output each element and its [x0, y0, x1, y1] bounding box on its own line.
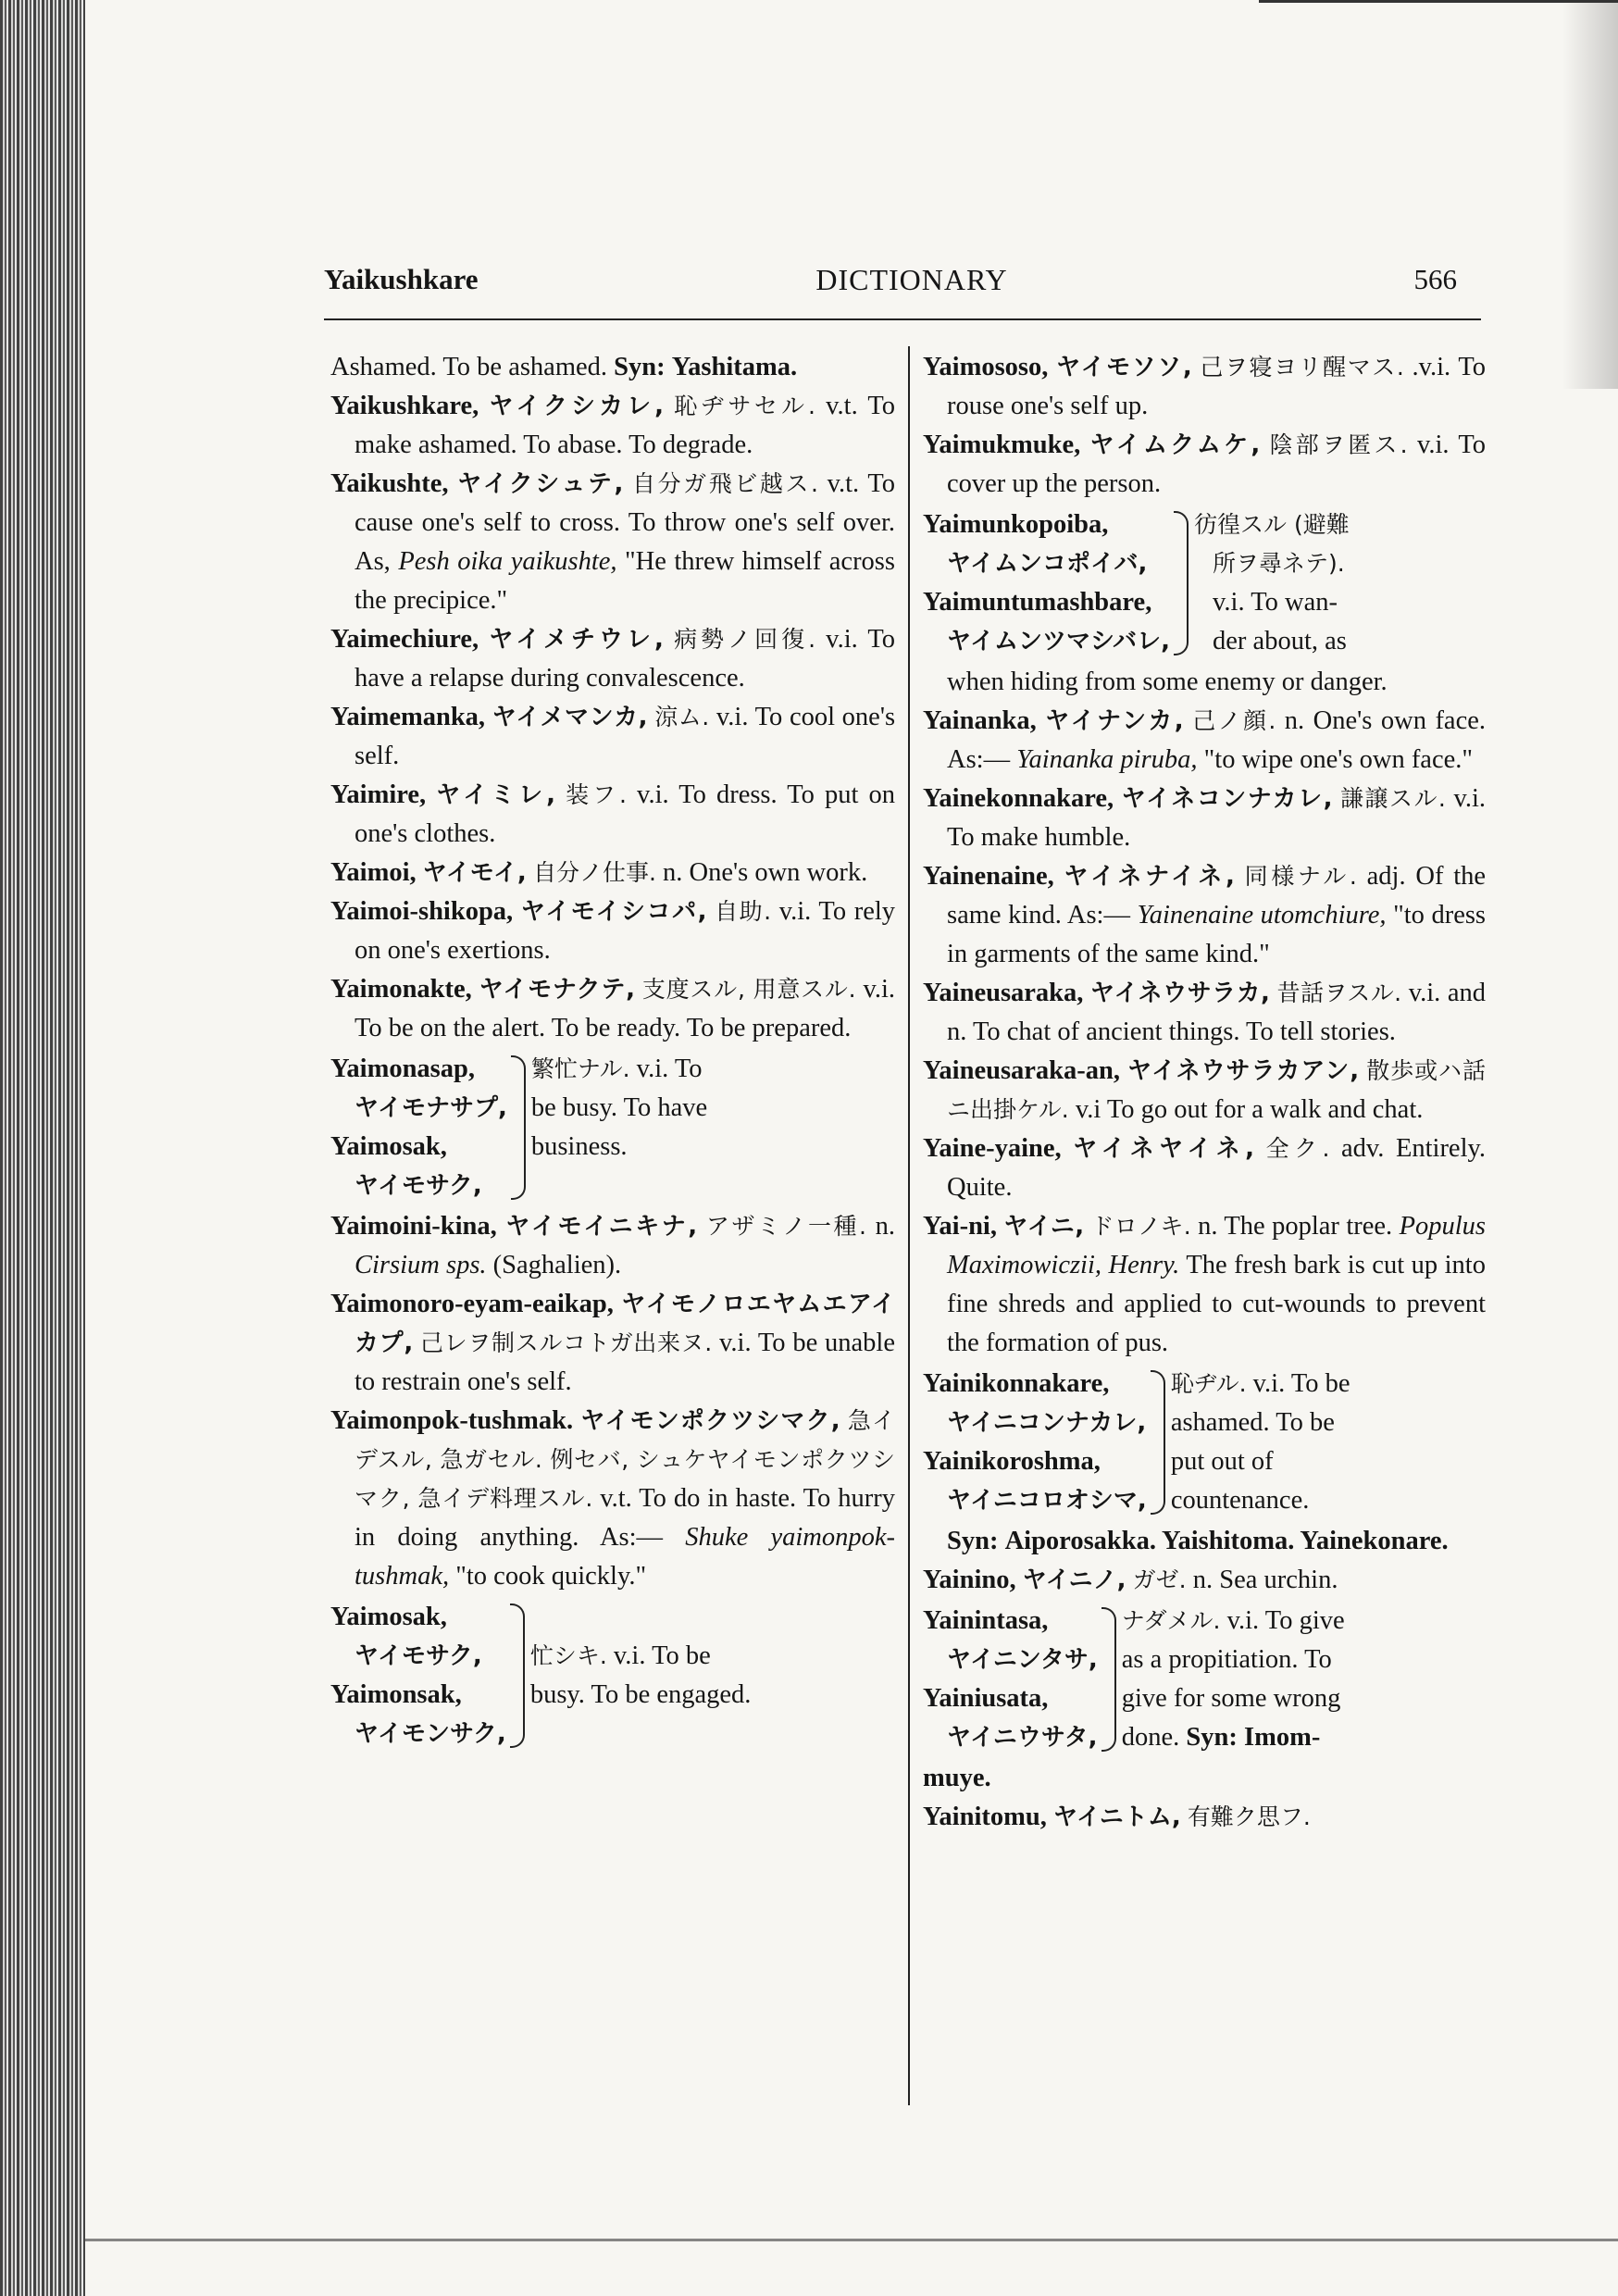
entry-definition: v.i. To be on the alert. To be ready. To be prepared. — [355, 975, 896, 1042]
entry-definition: v.i. To — [636, 1054, 703, 1083]
entry-katakana: ヤイモソソ, — [1056, 354, 1192, 381]
entry-katakana: ヤイニトム, — [1052, 1803, 1181, 1831]
entry-definition: n. Sea urchin. — [1192, 1566, 1338, 1594]
entry-japanese-gloss: 有難ク思フ. — [1187, 1803, 1311, 1830]
entry-katakana: ヤイネナイネ, — [1064, 863, 1235, 891]
entry-katakana: ヤイムクムケ, — [1089, 431, 1261, 459]
synonym: muye. — [923, 1764, 991, 1792]
column-divider — [908, 346, 910, 2105]
entry-definition: done. — [1121, 1723, 1180, 1752]
entry-headword: Yaimosak, — [330, 1132, 447, 1161]
entry-definition: v.i. and n. To chat of ancient things. To tell stories. — [947, 979, 1487, 1046]
entry-japanese-gloss: 彷徨スル (避難 — [1194, 511, 1350, 538]
entry-headword: Yaimonakte, — [330, 975, 472, 1004]
entry-headword: Yainanka, — [923, 706, 1037, 735]
entry-katakana: ヤイニ, — [1003, 1213, 1085, 1241]
entry-definition: v.i. To cool one's self. — [355, 703, 896, 770]
entry-japanese-gloss: 己ノ顔. — [1192, 707, 1276, 734]
dictionary-entry — [330, 620, 895, 698]
synonym-continued — [923, 1759, 1486, 1798]
book-binding-edge — [0, 0, 85, 2296]
grouped-entry — [330, 1050, 895, 1205]
grouped-headwords — [330, 1050, 507, 1205]
entry-katakana: ヤイモナサプ, — [355, 1094, 507, 1122]
entry-japanese-gloss: 己ヲ寝ヨリ醒マス. — [1200, 354, 1404, 381]
entry-headword: Yaimire, — [330, 780, 427, 809]
dictionary-entry — [923, 1207, 1486, 1363]
grouped-definition — [1122, 1602, 1486, 1757]
entry-japanese-gloss: 恥ヂル. — [1170, 1370, 1247, 1397]
entry-headword: Yaineusaraka, — [923, 979, 1084, 1007]
entry-katakana: ヤイニコロオシマ, — [947, 1487, 1147, 1515]
entry-katakana: ヤイミレ, — [436, 781, 555, 809]
entry-katakana: ヤイモイニキナ, — [505, 1213, 698, 1241]
grouped-headwords — [330, 1598, 506, 1753]
entry-japanese-gloss: 繁忙ナル. — [530, 1055, 630, 1082]
grouped-entry — [330, 1598, 895, 1753]
entry-headword: Yaimoi, — [330, 858, 417, 887]
entry-katakana: ヤイモサク, — [355, 1642, 482, 1670]
entry-katakana: ヤイクシュテ, — [457, 470, 624, 498]
grouped-entry — [923, 505, 1486, 661]
entry-japanese-gloss: 全ク. — [1265, 1135, 1330, 1162]
entry-example-translation: "He threw himself across the precipice." — [355, 547, 895, 615]
entry-katakana: ヤイモナクテ, — [479, 976, 636, 1004]
entry-japanese-gloss: 自分ガ飛ビ越ス. — [632, 470, 818, 497]
entry-japanese-gloss: ナダメル. — [1121, 1607, 1221, 1634]
entry-definition: v.i. To give — [1226, 1606, 1345, 1635]
page-edge-shadow — [1562, 0, 1618, 389]
entry-definition-continued: when hiding from some enemy or danger. — [947, 668, 1388, 696]
entry-example: Yainenaine utomchiure, — [1137, 901, 1387, 930]
dictionary-entry — [330, 1402, 895, 1596]
entry-definition: v.i To go out for a walk and chat. — [1075, 1095, 1424, 1124]
entry-katakana: ヤイメマンカ, — [492, 704, 648, 731]
entry-katakana: ヤイネヤイネ, — [1073, 1135, 1255, 1163]
entry-katakana: ヤイムンコポイバ, — [947, 550, 1148, 578]
entry-katakana: ヤイネウサラカアン, — [1127, 1057, 1360, 1085]
synonym-line — [923, 1522, 1486, 1561]
entry-japanese-gloss: 急イデスル, 急ガセル. 例セバ, シュケヤイモンポクツシマク, 急イデ料理スル. — [355, 1407, 895, 1512]
entry-headword: Yainikoroshma, — [923, 1447, 1101, 1476]
entry-scientific-name: Populus Maximowiczii, Henry. — [947, 1212, 1486, 1279]
entry-katakana: ヤイモンサク, — [355, 1720, 506, 1748]
synonym: Imom- — [1244, 1723, 1321, 1752]
entry-headword: Yaimoi-shikopa, — [330, 897, 514, 926]
entry-definition: Ashamed. To be ashamed. — [330, 353, 608, 381]
entry-definition: v.i. To dress. To put on one's clothes. — [355, 780, 895, 848]
dictionary-entry — [923, 1561, 1486, 1600]
entry-japanese-gloss: ガゼ. — [1132, 1566, 1187, 1593]
entry-definition: v.i. To wan- — [1213, 588, 1338, 617]
entry-example-translation: "to cook quickly." — [455, 1562, 647, 1591]
curly-brace — [1174, 511, 1189, 655]
entry-headword: Yainintasa, — [923, 1606, 1049, 1635]
entry-definition: .v.i. To rouse one's self up. — [947, 353, 1487, 420]
entry-scientific-name: Cirsium sps. — [355, 1251, 487, 1279]
dictionary-entry — [923, 702, 1486, 780]
entry-headword: Yaineusaraka-an, — [923, 1056, 1120, 1085]
entry-example-translation: "to dress in garments of the same kind." — [947, 901, 1487, 968]
entry-headword: Yaimonoro-eyam-eaikap, — [330, 1290, 614, 1318]
dictionary-entry — [330, 1207, 895, 1285]
entry-headword: Yaimososo, — [923, 353, 1049, 381]
entry-definition: busy. To be engaged. — [529, 1680, 752, 1709]
entry-definition: The fresh bark is cut up into fine shreds and applied to cut-wounds to prevent the formation of pus. — [947, 1251, 1486, 1357]
dictionary-entry — [923, 1052, 1486, 1129]
entry-japanese-gloss: アザミノ一種. — [705, 1213, 866, 1240]
entry-definition: n. One's own face. As:— — [947, 706, 1487, 774]
entry-definition: adj. Of the same kind. As:— — [947, 862, 1487, 930]
dictionary-entry — [330, 892, 895, 970]
entry-definition: v.i. To make humble. — [947, 784, 1487, 852]
entry-katakana: ヤイムンツマシバレ, — [947, 628, 1171, 655]
grouped-definition — [531, 1050, 895, 1205]
entry-definition: v.t. To cause one's self to cross. To throw one's self over. As, — [355, 469, 895, 576]
curly-brace — [510, 1603, 525, 1748]
entry-headword: Yai-ni, — [923, 1212, 997, 1241]
entry-definition: countenance. — [1170, 1486, 1310, 1515]
entry-definition: give for some wrong — [1121, 1684, 1341, 1713]
entry-katakana: ヤイナンカ, — [1045, 707, 1184, 735]
entry-definition: adv. Entirely. Quite. — [947, 1134, 1487, 1202]
dictionary-entry — [923, 1129, 1486, 1207]
entry-katakana: ヤイモサク, — [355, 1172, 482, 1200]
entry-katakana: ヤイメチウレ, — [489, 626, 664, 654]
grouped-definition — [1171, 1365, 1486, 1520]
entry-definition: v.i. To be — [613, 1641, 711, 1670]
dictionary-entry — [923, 348, 1486, 426]
entry-headword: Yaimoini-kina, — [330, 1212, 497, 1241]
entry-example: Yainanka piruba, — [1016, 745, 1198, 774]
entry-japanese-gloss: 陰部ヲ匿ス. — [1269, 431, 1408, 458]
entry-katakana: ヤイモノロエヤムエアイカプ, — [355, 1291, 895, 1357]
entry-definition: v.i. To be — [1252, 1369, 1350, 1398]
entry-headword: Yaikushkare, — [330, 392, 479, 420]
entry-definition: (Saghalien). — [492, 1251, 622, 1279]
dictionary-entry — [330, 698, 895, 776]
entry-definition: v.i. To have a relapse during convalescence. — [355, 625, 896, 693]
entry-katakana: ヤイモンポクツシマク, — [580, 1407, 840, 1435]
dictionary-entry-continued — [330, 348, 895, 387]
entry-definition: put out of — [1170, 1447, 1274, 1476]
entry-definition: business. — [530, 1132, 628, 1161]
grouped-definition — [1194, 505, 1486, 661]
entry-headword: Yaimechiure, — [330, 625, 479, 654]
grouped-entry — [923, 1365, 1486, 1520]
entry-definition: der about, as — [1213, 627, 1347, 655]
left-column — [330, 348, 895, 1755]
entry-headword: Yaimonpok-tushmak. — [330, 1406, 574, 1435]
entry-japanese-gloss: 散歩或ハ話ニ出掛ケル. — [947, 1057, 1487, 1123]
entry-headword: Yaimunkopoiba, — [923, 510, 1109, 539]
entry-katakana: ヤイネウサラカ, — [1090, 980, 1270, 1007]
entry-japanese-gloss: 己レヲ制スルコトガ出来ヌ. — [420, 1329, 713, 1356]
grouped-definition — [530, 1598, 895, 1753]
entry-example: Shuke yaimonpok-tushmak, — [355, 1523, 895, 1591]
dictionary-entry — [923, 780, 1486, 857]
entry-definition: v.i. To rely on one's exertions. — [355, 897, 896, 965]
running-head-guide-word: Yaikushkare — [324, 263, 479, 295]
entry-headword: Yaimukmuke, — [923, 430, 1081, 459]
dictionary-entry — [923, 857, 1486, 974]
running-head — [324, 263, 1500, 304]
entry-definition: be busy. To have — [530, 1093, 708, 1122]
entry-japanese-gloss: 自分ノ仕事. — [532, 859, 656, 886]
entry-headword: Yainikonnakare, — [923, 1369, 1110, 1398]
entry-definition: n. The poplar tree. — [1198, 1212, 1393, 1241]
entry-japanese-gloss: 忙シキ. — [529, 1642, 607, 1669]
grouped-headwords — [923, 1365, 1147, 1520]
entry-japanese-gloss: 謙譲スル. — [1340, 785, 1446, 812]
entry-headword: Yainino, — [923, 1566, 1016, 1594]
entry-headword: Yaimonsak, — [330, 1680, 462, 1709]
dictionary-entry — [330, 1285, 895, 1402]
bottom-edge-rule — [85, 2239, 1618, 2241]
dictionary-entry — [330, 776, 895, 854]
entry-headword: Yainiusata, — [923, 1684, 1049, 1713]
curly-brace — [1151, 1370, 1165, 1515]
dictionary-entry — [330, 387, 895, 465]
entry-katakana: ヤイモイシコパ, — [520, 898, 707, 926]
entry-japanese-gloss: 自助. — [715, 898, 772, 925]
entry-example-translation: "to wipe one's own face." — [1203, 745, 1474, 774]
curly-brace — [511, 1055, 526, 1200]
entry-japanese-gloss: 同様ナル. — [1244, 863, 1357, 890]
dictionary-entry — [330, 970, 895, 1048]
entry-definition: v.i. To be unable to restrain one's self. — [355, 1329, 895, 1396]
entry-japanese-gloss: 装フ. — [566, 781, 627, 808]
entry-katakana: ヤイニウサタ, — [947, 1724, 1098, 1752]
dictionary-entry — [923, 426, 1486, 504]
entry-katakana: ヤイモイ, — [422, 859, 527, 887]
entry-headword: Yainekonnakare, — [923, 784, 1114, 813]
entry-japanese-gloss: 所ヲ尋ネテ). — [1213, 550, 1345, 577]
entry-headword: Yainitomu, — [923, 1803, 1047, 1831]
entry-japanese-gloss: ドロノキ. — [1090, 1213, 1191, 1240]
entry-katakana: ヤイクシカレ, — [489, 393, 665, 420]
entry-definition: n. — [875, 1212, 895, 1241]
entry-japanese-gloss: 涼ム. — [654, 704, 710, 730]
dictionary-entry — [923, 974, 1486, 1052]
entry-katakana: ヤイニノ, — [1022, 1566, 1126, 1594]
entry-katakana: ヤイネコンナカレ, — [1121, 785, 1333, 813]
entry-headword: Yainenaine, — [923, 862, 1054, 891]
dictionary-entry — [923, 1798, 1486, 1837]
entry-definition: as a propitiation. To — [1121, 1645, 1332, 1674]
dictionary-entry — [330, 465, 895, 620]
entry-example: Pesh oika yaikushte, — [398, 547, 617, 576]
entry-katakana: ヤイニンタサ, — [947, 1646, 1098, 1674]
right-column — [923, 348, 1486, 1837]
entry-definition: v.i. To cover up the person. — [947, 430, 1486, 498]
grouped-headwords — [923, 505, 1170, 661]
synonym: Yashitama. — [671, 353, 798, 381]
entry-headword: Yaimonasap, — [330, 1054, 475, 1083]
curly-brace — [1101, 1607, 1116, 1752]
entry-japanese-gloss: 病勢ノ回復. — [674, 626, 816, 653]
entry-japanese-gloss: 支度スル, 用意スル. — [641, 976, 856, 1003]
entry-headword: Yaine-yaine, — [923, 1134, 1062, 1163]
synonym: Aiporosakka. Yaishitoma. Yainekonare. — [1004, 1527, 1449, 1555]
running-head-title: DICTIONARY — [815, 263, 1008, 296]
entry-headword: Yaikushte, — [330, 469, 449, 498]
entry-definition: v.t. To do in haste. To hurry in doing anything. As:— — [355, 1484, 895, 1552]
synonym-label: Syn: — [1186, 1723, 1238, 1752]
header-rule — [324, 318, 1481, 320]
dictionary-entry — [330, 854, 895, 892]
page-number: 566 — [1413, 263, 1457, 295]
entry-katakana: ヤイニコンナカレ, — [947, 1409, 1147, 1437]
entry-definition: ashamed. To be — [1170, 1408, 1335, 1437]
entry-japanese-gloss: 恥ヂサセル. — [674, 393, 815, 419]
grouped-entry — [923, 1602, 1486, 1757]
top-edge-rule — [1259, 0, 1618, 3]
synonym-label: Syn: — [947, 1527, 999, 1555]
entry-definition: n. One's own work. — [663, 858, 868, 887]
grouped-headwords — [923, 1602, 1098, 1757]
entry-headword: Yaimemanka, — [330, 703, 486, 731]
entry-japanese-gloss: 昔話ヲスル. — [1276, 980, 1402, 1006]
entry-definition: v.t. To make ashamed. To abase. To degrade. — [355, 392, 896, 459]
synonym-label: Syn: — [614, 353, 666, 381]
entry-headword: Yaimosak, — [330, 1603, 447, 1631]
entry-headword: Yaimuntumashbare, — [923, 588, 1152, 617]
